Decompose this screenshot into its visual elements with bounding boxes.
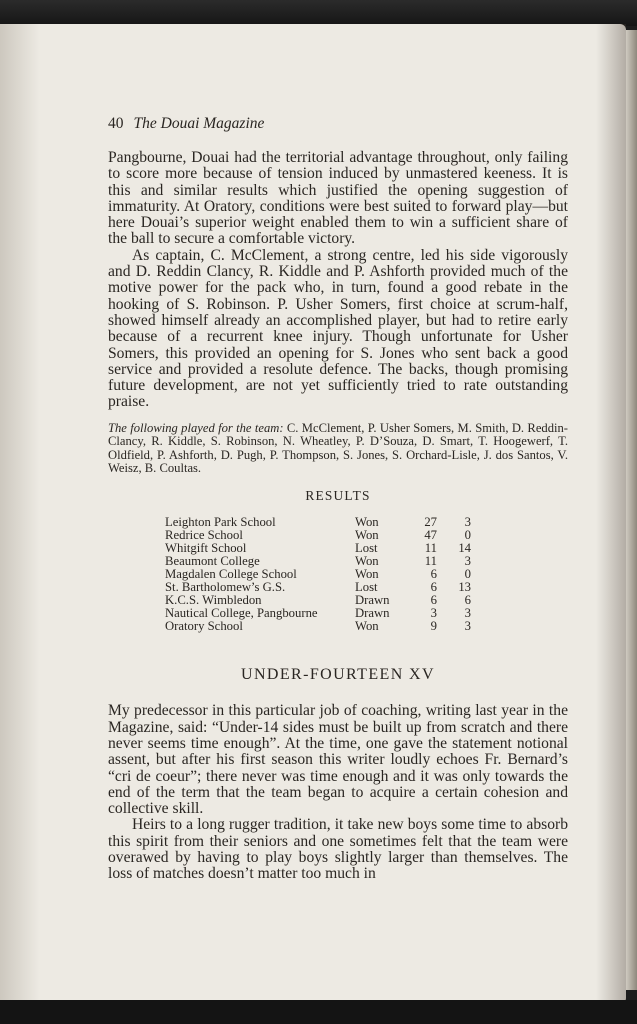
points-against: 0 (464, 567, 471, 582)
page-stack-edge (626, 30, 637, 990)
points-for: 27 (424, 515, 437, 530)
match-result: Won (355, 528, 379, 543)
paragraph-pangbourne: Pangbourne, Douai had the territorial advantage throughout, only failing to score more because of tension induced by unmastered keeness. It is this and similar results which justified the opening suggestion of immaturity. At Oratory, conditions were best suited to forward play—but here Douai’s superior weight enabled them to win a sufficient share of the ball to secure a comfortable victory. (108, 149, 568, 248)
points-for: 3 (430, 606, 437, 621)
points-against: 6 (464, 593, 471, 608)
under-fourteen-heading: UNDER-FOURTEEN XV (241, 666, 435, 684)
table-row (165, 620, 471, 633)
match-result: Won (355, 619, 379, 634)
points-for: 11 (424, 541, 437, 556)
points-for: 11 (424, 554, 437, 569)
paragraph-predecessor: My predecessor in this particular job of coaching, writing last year in the Magazine, said: “Under-14 sides must be built up from scratch and there never seems time enough”. At the time, one gave the statement notional assent, but after his first season this writer loudly echoes Fr. Bernard’s “cri de coeur”; there never was time enough and it was only towards the end of the term that the team began to acquire a certain cohesion and collective skill. (108, 702, 568, 818)
team-list-names: C. McClement, P. Usher Somers, M. Smith, D. Reddin-Clancy, R. Kiddle, S. Robinson, N. Wheatley, P. D’Souza, D. Smart, T. Hoogewerf, T. Oldfield, P. Ashforth, D. Pugh, P. Thompson, S. Jones, S. Orchard-Lisle, J. dos Santos, V. Weisz, B. Coultas. (108, 420, 569, 475)
magazine-title: The Douai Magazine (133, 115, 265, 132)
scanner-top-border (0, 0, 637, 26)
points-for: 6 (430, 593, 437, 608)
opponent: K.C.S. Wimbledon (165, 593, 262, 608)
match-result: Lost (355, 541, 378, 556)
page-edge-shadow (596, 24, 626, 1004)
points-for: 6 (430, 567, 437, 582)
team-list (108, 422, 568, 476)
paragraph-rugger-tradition: Heirs to a long rugger tradition, it take new boys some time to absorb this spirit from their seniors and one sometimes felt that the team were overawed by having to play boys slightly larger than themselves. The loss of matches doesn’t matter too much in (108, 816, 568, 883)
points-for: 47 (424, 528, 437, 543)
page-number: 40 (108, 115, 124, 132)
page-gutter-shadow (0, 24, 40, 1004)
match-result: Won (355, 515, 379, 530)
opponent: Oratory School (165, 619, 243, 634)
running-head (108, 114, 568, 134)
opponent: Beaumont College (165, 554, 260, 569)
points-for: 9 (430, 619, 437, 634)
page-content (108, 114, 568, 883)
team-list-lead: The following played for the team: (108, 420, 284, 435)
points-against: 3 (464, 606, 471, 621)
scanner-bottom-border (0, 1000, 637, 1024)
opponent: Leighton Park School (165, 515, 276, 530)
match-result: Lost (355, 580, 378, 595)
paragraph-captain: As captain, C. McClement, a strong centre, led his side vigorously and D. Reddin Clancy, R. Kiddle and P. Ashforth provided much of the motive power for the pack who, in turn, found a good rebate in the hooking of S. Robinson. P. Usher Somers, first choice at scrum-half, showed himself already an accomplished player, but had to retire early because of a recurrent knee injury. Though unfortunate for Usher Somers, this provided an opening for S. Jones who sent back a good service and provided a resolute defence. The backs, though promising future development, are not yet sufficiently tried to rate outstanding praise. (108, 246, 568, 411)
opponent: Nautical College, Pangbourne (165, 606, 318, 621)
opponent: St. Bartholomew’s G.S. (165, 580, 286, 595)
points-against: 3 (464, 515, 471, 530)
opponent: Redrice School (165, 528, 243, 543)
opponent: Magdalen College School (165, 567, 297, 582)
match-result: Drawn (355, 606, 390, 621)
results-heading: RESULTS (305, 488, 371, 504)
points-for: 6 (430, 580, 437, 595)
points-against: 3 (464, 554, 471, 569)
match-result: Won (355, 554, 379, 569)
opponent: Whitgift School (165, 541, 247, 556)
points-against: 13 (458, 580, 471, 595)
points-against: 0 (464, 528, 471, 543)
match-result: Drawn (355, 593, 390, 608)
points-against: 3 (464, 619, 471, 634)
points-against: 14 (458, 541, 471, 556)
match-result: Won (355, 567, 379, 582)
results-table (165, 516, 471, 633)
